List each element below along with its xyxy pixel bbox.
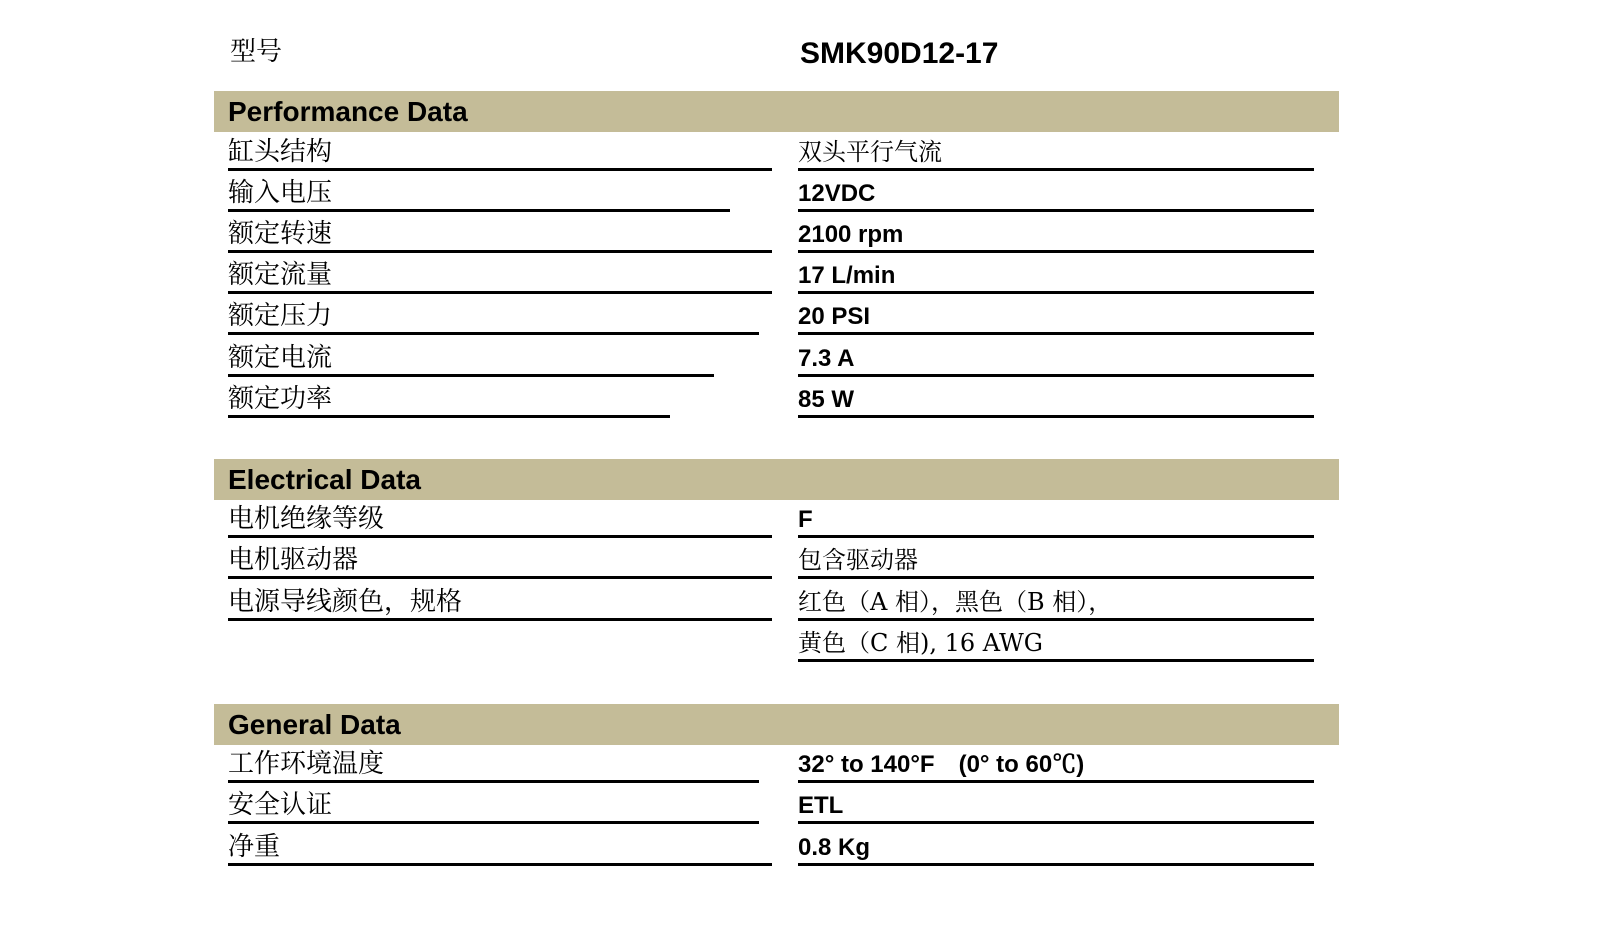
spec-value-lead-wire-line2: 黄色（C 相), 16 AWG xyxy=(798,627,1314,662)
spec-value-rated-flow: 17 L/min xyxy=(798,259,1314,294)
spec-label-insulation-class: 电机绝缘等级 xyxy=(228,503,772,538)
section-title: General Data xyxy=(228,709,401,740)
spec-label-cylinder-head: 缸头结构 xyxy=(228,136,772,171)
spec-value-insulation-class: F xyxy=(798,503,1314,538)
spec-value-rated-pressure: 20 PSI xyxy=(798,300,1314,335)
model-label: 型号 xyxy=(230,37,283,67)
spec-label-rated-speed: 额定转速 xyxy=(228,218,772,253)
spec-label-motor-driver: 电机驱动器 xyxy=(228,544,772,579)
spec-label-rated-power: 额定功率 xyxy=(228,383,670,418)
spec-label-rated-pressure: 额定压力 xyxy=(228,300,759,335)
spec-value-input-voltage: 12VDC xyxy=(798,177,1314,212)
spec-label-operating-temperature: 工作环境温度 xyxy=(228,748,759,783)
section-header-performance xyxy=(214,91,1339,132)
spec-value-rated-current: 7.3 A xyxy=(798,342,1314,377)
spec-value-safety-certification: ETL xyxy=(798,789,1314,824)
spec-label-rated-current: 额定电流 xyxy=(228,342,714,377)
section-header-electrical xyxy=(214,459,1339,500)
section-title: Performance Data xyxy=(228,96,468,127)
spec-value-cylinder-head: 双头平行气流 xyxy=(798,136,1314,171)
spec-value-operating-temperature: 32° to 140°F (0° to 60℃) xyxy=(798,748,1314,783)
spec-value-net-weight: 0.8 Kg xyxy=(798,831,1314,866)
section-title: Electrical Data xyxy=(228,464,421,495)
spec-label-net-weight: 净重 xyxy=(228,831,772,866)
spec-label-input-voltage: 输入电压 xyxy=(228,177,730,212)
spec-label-safety-certification: 安全认证 xyxy=(228,789,759,824)
spec-value-rated-power: 85 W xyxy=(798,383,1314,418)
spec-value-rated-speed: 2100 rpm xyxy=(798,218,1314,253)
spec-value-lead-wire-line1: 红色（A 相），黑色（B 相）， xyxy=(798,586,1314,621)
model-value: SMK90D12-17 xyxy=(800,37,999,70)
spec-label-rated-flow: 额定流量 xyxy=(228,259,772,294)
spec-label-lead-wire: 电源导线颜色，规格 xyxy=(228,586,772,621)
section-header-general xyxy=(214,704,1339,745)
spec-value-motor-driver: 包含驱动器 xyxy=(798,544,1314,579)
